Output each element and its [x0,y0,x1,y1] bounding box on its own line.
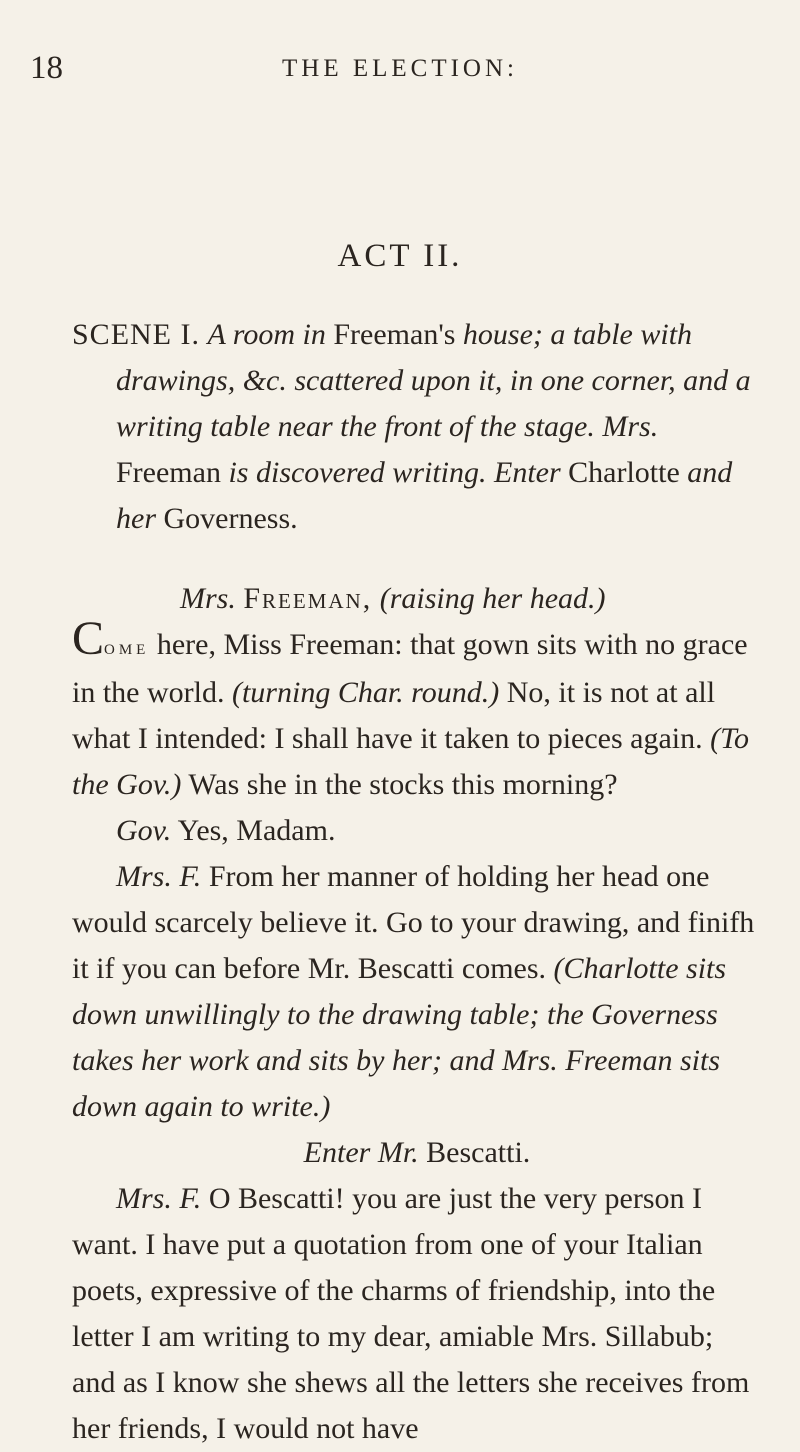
speech-1-direction-2: (To the Gov.) [72,722,750,801]
speech-2-speaker: Gov. [116,814,172,847]
scene-direction-2: house; a table with drawings, &c. scattered upon it, in one corner, and a writing table near the front of the stage. Mrs. [116,318,751,443]
scene-name-2: Freeman [116,456,221,489]
speech-1-text-2: No, it is not at all what I intended: I shall have it taken to pieces again. [72,676,716,755]
speech-2-text: Yes, Madam. [177,814,336,847]
scene-label: SCENE I. [72,318,200,351]
act-heading: ACT II. [337,238,463,274]
cue-speaker: Freeman, [243,582,373,615]
speech-3-speaker: Mrs. F. [116,860,202,893]
speech-2 [72,808,762,854]
speech-4 [72,1176,762,1452]
scene-direction-4: and her [116,456,733,535]
page-number: 18 [30,50,63,86]
running-title: THE ELECTION: [282,55,518,82]
speech-1-direction-1: (turning Char. round.) [231,676,500,709]
cue-direction: (raising her head.) [379,582,606,615]
scene-name-3: Charlotte [568,456,680,489]
speech-3-direction: (Charlotte sits down unwillingly to the drawing table; the Governess takes her work and sits by her; and Mrs. Freeman sits down again to write.) [72,952,727,1123]
speech-4-speaker: Mrs. F. [116,1182,202,1215]
enter-direction: Enter Mr. [303,1136,419,1169]
drop-cap: C [72,612,105,665]
text-body [72,312,762,1452]
scene-name-4: Governess. [163,502,298,535]
speech-4-text: O Bescatti! you are just the very person I want. I have put a quotation from one of your Italian poets, expressive of the charms of friendship, into the letter I am writing to my dear, amiable Mrs. Sillabub; and as I know she shews all the letters she receives from her friends, I would not have [72,1182,750,1445]
speech-1-text-1: here, Miss Freeman: that gown sits with no grace in the world. [72,628,748,709]
speech-1-text-3: Was she in the stocks this morning? [188,768,618,801]
speech-3 [72,854,762,1130]
stage-direction-enter [72,1130,762,1176]
enter-name: Bescatti. [426,1136,531,1169]
speech-3-text: From her manner of holding her head one would scarcely believe it. Go to your drawing, and finifh it if you can before Mr. Bescatti comes. [72,860,755,985]
speech-1 [72,612,762,808]
scene-name-1: Freeman's [333,318,456,351]
scene-direction-3: is discovered writing. Enter [228,456,561,489]
page-header [0,50,800,90]
scene-direction-1: A room in [207,318,326,351]
scene-description [72,312,762,542]
cue-title: Mrs. [180,582,236,615]
opening-small-caps: ome [104,634,150,659]
speaker-cue [72,576,762,622]
